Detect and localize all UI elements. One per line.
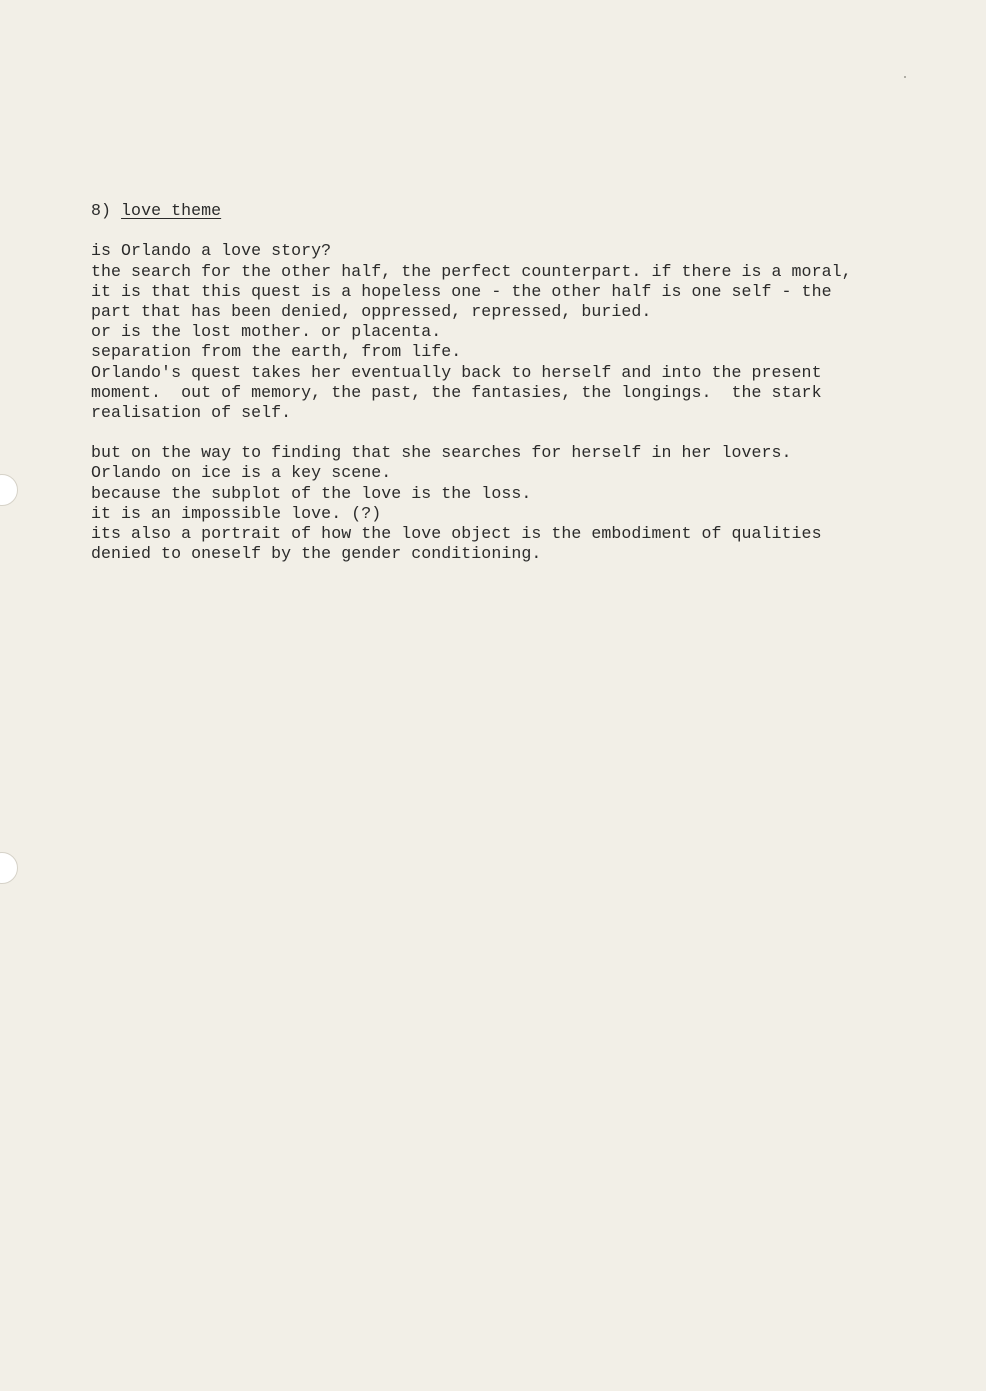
punch-hole [0, 852, 18, 884]
punch-hole [0, 474, 18, 506]
text-line: separation from the earth, from life. [91, 342, 462, 362]
text-line: realisation of self. [91, 402, 292, 422]
text-line: its also a portrait of how the love object is the embodiment of qualities [91, 524, 822, 543]
text-line: because the subplot of the love is the loss. [91, 483, 532, 503]
section-title: love theme [121, 201, 222, 220]
text-line: it is that this quest is a hopeless one - the other half is one self - the [91, 281, 832, 301]
blank-line [91, 423, 891, 443]
text-line: it is an impossible love. (?) [91, 503, 382, 523]
blank-line [91, 221, 891, 241]
document-body [91, 201, 891, 564]
paragraph [91, 443, 891, 564]
paper-speck [904, 76, 906, 78]
text-line: or is the lost mother. or placenta. [91, 322, 442, 342]
section-heading [91, 201, 891, 221]
text-line: Orlando's quest takes her eventually back to herself and into the present [91, 362, 822, 382]
text-line: denied to oneself by the gender conditioning. [91, 544, 542, 564]
text-line: is Orlando a love story? [91, 241, 332, 261]
text-line: the search for the other half, the perfect counterpart. if there is a moral, [91, 261, 852, 281]
text-line: but on the way to finding that she searches for herself in her lovers. [91, 443, 792, 463]
text-line: moment. out of memory, the past, the fantasies, the longings. the stark [91, 382, 822, 402]
text-line: part that has been denied, oppressed, repressed, buried. [91, 301, 652, 321]
paragraph [91, 241, 891, 423]
section-number: 8) [91, 201, 112, 220]
text-line: Orlando on ice is a key scene. [91, 463, 392, 483]
